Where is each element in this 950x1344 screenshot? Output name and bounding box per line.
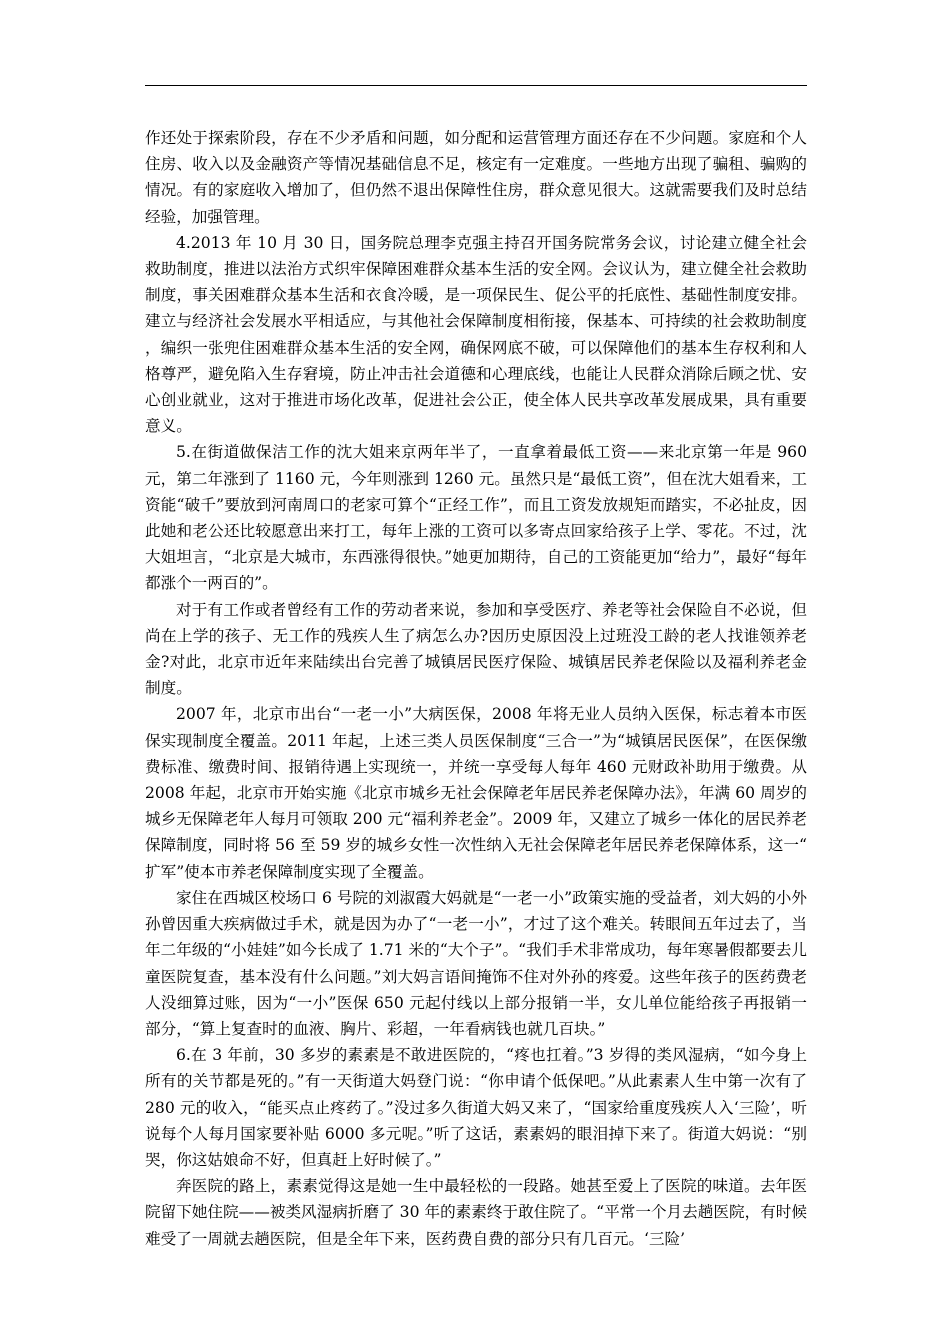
document-body <box>145 125 807 1252</box>
paragraph-continuation: 作还处于探索阶段，存在不少矛盾和问题，如分配和运营管理方面还存在不少问题。家庭和个人住房、收入以及金融资产等情况基础信息不足，核定有一定难度。一些地方出现了骗租、骗购的情况。有的家庭收入增加了，但仍然不退出保障性住房，群众意见很大。这就需要我们及时总结经验，加强管理。 <box>145 129 807 226</box>
paragraph-beijing-policy: 2007 年，北京市出台“一老一小”大病医保，2008 年将无业人员纳入医保，标志着本市医保实现制度全覆盖。2011 年起，上述三类人员医保制度“三合一”为“城镇居民医保”，在医保缴费标准、缴费时间、报销待遇上实现统一，并统一享受每人每年 460 元财政补助用于缴费。从 2008 年起，北京市开始实施《北京市城乡无社会保障老年居民养老保障办法》，年满 60 周岁的城乡无保障老年人每月可领取 200 元“福利养老金”。2009 年，又建立了城乡一体化的居民养老保障制度，同时将 56 至 59 岁的城乡女性一次性纳入无社会保障老年居民养老保障体系，这一“扩军”使本市养老保障制度实现了全覆盖。 <box>145 705 807 881</box>
paragraph-liu-case: 家住在西城区校场口 6 号院的刘淑霞大妈就是“一老一小”政策实施的受益者，刘大妈的小外孙曾因重大疾病做过手术，就是因为办了“一老一小”，才过了这个难关。转眼间五年过去了，当年二年级的“小娃娃”如今长成了 1.71 米的“大个子”。“我们手术非常成功，每年寒暑假都要去儿童医院复查，基本没有什么问题。”刘大妈言语间掩饰不住对外孙的疼爱。这些年孩子的医药费老人没细算过账，因为“一小”医保 650 元起付线以上部分报销一半，女儿单位能给孩子再报销一部分，“算上复查时的血液、胸片、彩超，一年看病钱也就几百块。” <box>145 888 807 1038</box>
paragraph-item-5: 5.在街道做保洁工作的沈大姐来京两年半了，一直拿着最低工资——来北京第一年是 960 元，第二年涨到了 1160 元，今年则涨到 1260 元。虽然只是“最低工资”，但在沈大姐看来，工资能“破千”要放到河南周口的老家可算个“正经工作”，而且工资发放规矩而踏实，不必扯皮，因此她和老公还比较愿意出来打工，每年上涨的工资可以多寄点回家给孩子上学、零花。不过，沈大姐坦言，“北京是大城市，东西涨得很快。”她更加期待，自己的工资能更加“给力”，最好“每年都涨个一两百的”。 <box>145 443 807 593</box>
paragraph-social-insurance: 对于有工作或者曾经有工作的劳动者来说，参加和享受医疗、养老等社会保险自不必说，但尚在上学的孩子、无工作的残疾人生了病怎么办?因历史原因没上过班没工龄的老人找谁领养老金?对此，北京市近年来陆续出台完善了城镇居民医疗保险、城镇居民养老保险以及福利养老金制度。 <box>145 600 807 698</box>
paragraph-item-6: 6.在 3 年前，30 多岁的素素是不敢进医院的，“疼也扛着。”3 岁得的类风湿病，“如今身上所有的关节都是死的。”有一天街道大妈登门说：“你申请个低保吧。”从此素素人生中第一次有了 280 元的收入，“能买点止疼药了。”没过多久街道大妈又来了，“国家给重度残疾人入‘三险’，听说每个人每月国家要补贴 6000 多元呢。”听了这话，素素妈的眼泪掉下来了。街道大妈说：“别哭，你这姑娘命不好，但真赶上好时候了。” <box>145 1046 807 1169</box>
paragraph-susu-hospital: 奔医院的路上，素素觉得这是她一生中最轻松的一段路。她甚至爱上了医院的味道。去年医院留下她住院——被类风湿病折磨了 30 年的素素终于敢住院了。“平常一个月去趟医院，有时候难受了一周就去趟医院，但是全年下来，医药费自费的部分只有几百元。‘三险’ <box>145 1177 807 1248</box>
header-rule <box>145 85 807 86</box>
paragraph-item-4: 4.2013 年 10 月 30 日，国务院总理李克强主持召开国务院常务会议，讨论建立健全社会救助制度，推进以法治方式织牢保障困难群众基本生活的安全网。会议认为，建立健全社会救助制度，事关困难群众基本生活和衣食冷暖，是一项保民生、促公平的托底性、基础性制度安排。建立与经济社会发展水平相适应，与其他社会保障制度相衔接，保基本、可持续的社会救助制度，编织一张兜住困难群众基本生活的安全网，确保网底不破，可以保障他们的基本生存权利和人格尊严，避免陷入生存窘境，防止冲击社会道德和心理底线，也能让人民群众消除后顾之忧、安心创业就业，这对于推进市场化改革，促进社会公正，使全体人民共享改革发展成果，具有重要意义。 <box>145 233 807 436</box>
